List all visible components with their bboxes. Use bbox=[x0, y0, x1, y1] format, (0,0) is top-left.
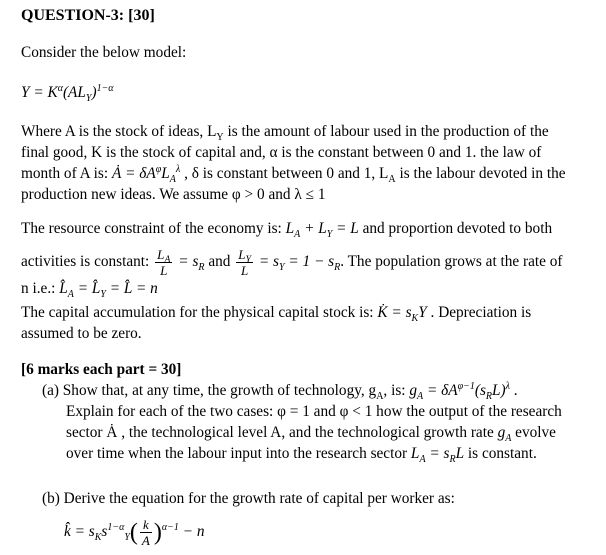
question-title: QUESTION-3: [30] bbox=[21, 7, 155, 24]
fraction-la-l: $\frac{L_A}{L}$ bbox=[157, 246, 171, 278]
part-a: (a) Show that, at any time, the growth of technology, $g_A$, is: $g_A = \delta A^{\varphi-1}(s_RL)^\lambda$ . Explain for each of the two cases: φ = 1 and φ < 1 how the output of the research sector Ȧ , the technological level A, and the technological growth rate $g_A$ evolve over time when the labour input into the research sector $L_A = s_RL$ is constant. bbox=[42, 380, 562, 466]
part-b: (b) Derive the equation for the growth rate of capital per worker as: k̂ = $s_Ks^{1-\alpha}_Y$( $\frac{k}{A}$ )$^{\alpha-1}$ − n bbox=[42, 488, 592, 549]
marks-heading: [6 marks each part = 30] bbox=[21, 361, 182, 378]
fraction-k-a: $\frac{k}{A}$ bbox=[141, 516, 150, 548]
paragraph-definitions: Where A is the stock of ideas, $L_Y$ is the amount of labour used in the production of the final good, K is the stock of capital and, α is the constant between 0 and 1. the law of month of A is: Ȧ = $\delta A^\varphi L_A^\lambda$ , δ is constant between 0 and 1, $L_A$ is the labour devoted in the production new ideas. We assume φ > 0 and λ ≤ 1 bbox=[21, 123, 566, 203]
capital-growth-equation: k̂ = $s_Ks^{1-\alpha}_Y$( $\frac{k}{A}$ )$^{\alpha-1}$ − n bbox=[64, 516, 205, 548]
model-equation: $Y = K^\alpha(AL_Y)^{1-\alpha}$ bbox=[21, 82, 114, 105]
intro-text: Consider the below model: bbox=[21, 44, 187, 61]
paragraph-constraints: The resource constraint of the economy is: $L_A + L_Y = L$ and proportion devoted to both activities is constant: $\frac{L_A}{L}$ = $s_R$ and $\frac{L_Y}{L}$ = $s_Y = 1 - s_R$. The population grows at the rate of n i.e.: $L̂_A$ = $L̂_Y$ = L̂ = n The capital accumulation for the physical capital stock is: K̇ = $s_KY$ . Depreciation is assumed to be zero. bbox=[21, 220, 563, 342]
fraction-ly-l: $\frac{L_Y}{L}$ bbox=[238, 246, 252, 278]
